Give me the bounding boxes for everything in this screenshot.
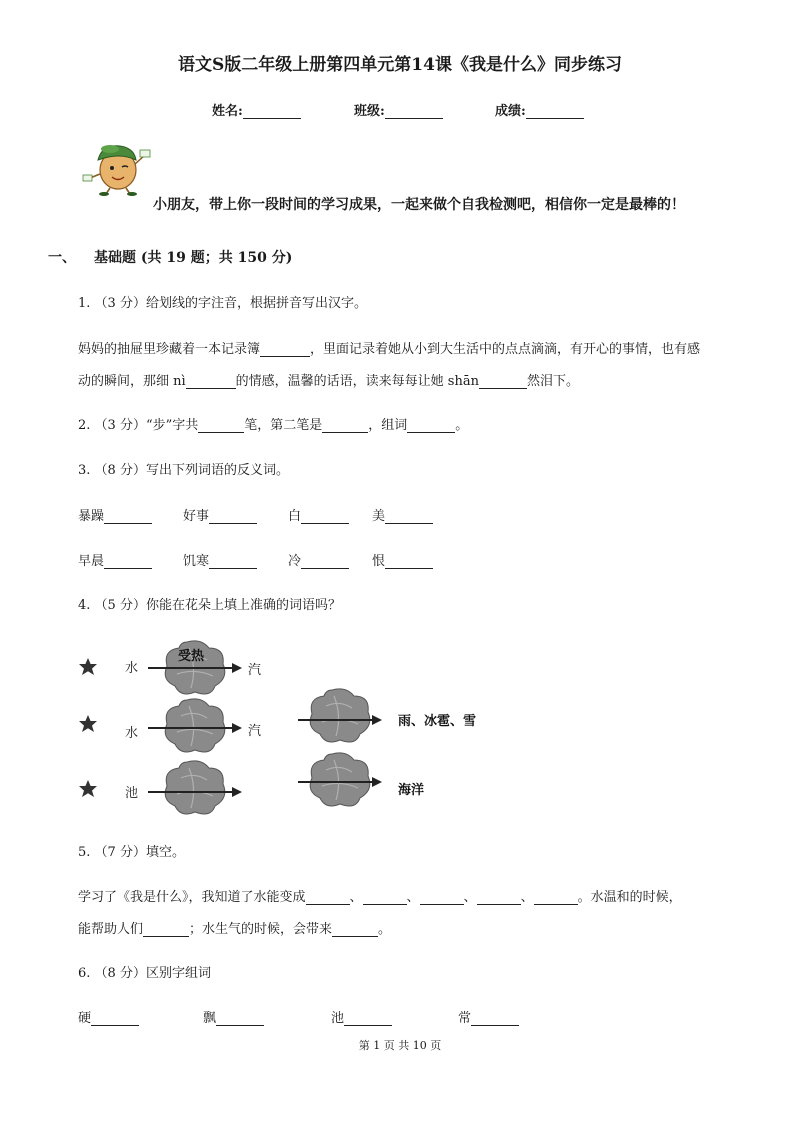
arrow-icon: [372, 715, 382, 725]
row-1-right-text: 汽: [248, 663, 262, 678]
answer-blank[interactable]: [471, 1012, 519, 1026]
answer-blank[interactable]: [260, 343, 310, 357]
answer-blank[interactable]: [477, 891, 521, 905]
answer-blank[interactable]: [301, 510, 349, 524]
name-field[interactable]: [212, 100, 301, 119]
answer-blank[interactable]: [332, 923, 378, 937]
row-3-result-text: 海洋: [398, 783, 425, 798]
question-1-line-1: 妈妈的抽屉里珍藏着一本记录簿 ，里面记录着她从小到大生活中的点点滴滴，有开心的事情，也有感: [78, 342, 701, 357]
row-2-right-text: 汽: [248, 724, 262, 739]
word-group-row: 硬 飘 池 常: [78, 1007, 519, 1026]
answer-blank[interactable]: [209, 555, 257, 569]
greeting-text: 小朋友，带上你一段时间的学习成果，一起来做个自我检测吧，相信你一定是最棒的！: [153, 197, 685, 213]
star-icon: [79, 780, 97, 797]
section-title: 基础题 (共 19 题；共 150 分): [94, 250, 293, 266]
answer-blank[interactable]: [479, 375, 527, 389]
answer-blank[interactable]: [143, 923, 189, 937]
question-5-stem: 5. （7 分）填空。: [78, 845, 185, 860]
answer-blank[interactable]: [385, 510, 433, 524]
page-footer: 第 1 页 共 10 页: [358, 1039, 442, 1052]
score-label: 成绩:: [495, 104, 526, 119]
row-2-left-text: 水: [125, 726, 139, 741]
row-1-left-text: 水: [125, 661, 139, 676]
flower-icon: [165, 699, 225, 752]
answer-blank[interactable]: [104, 510, 152, 524]
question-5-line-2: 能帮助人们 ；水生气的时候，会带来 。: [78, 922, 392, 937]
answer-blank[interactable]: [363, 891, 407, 905]
score-blank[interactable]: [526, 104, 584, 119]
row-3-left-text: 池: [125, 786, 139, 801]
answer-blank[interactable]: [91, 1012, 139, 1026]
water-cycle-figure: [70, 632, 490, 822]
answer-blank[interactable]: [198, 419, 244, 433]
arrow-icon: [232, 787, 242, 797]
answer-blank[interactable]: [344, 1012, 392, 1026]
section-number: 一、: [48, 250, 76, 266]
question-1-line-2: 动的瞬间，那细 nì 的情感，温馨的话语，读来每每让她 shān 然泪下。: [78, 374, 579, 389]
class-label: 班级:: [354, 104, 385, 119]
star-icon: [79, 658, 97, 675]
question-5-line-1: 学习了《我是什么》，我知道了水能变成 、 、 、 、 。水温和的时候，: [78, 890, 682, 905]
answer-blank[interactable]: [306, 891, 350, 905]
answer-blank[interactable]: [216, 1012, 264, 1026]
question-2: 2. （3 分）“步”字共 笔，第二笔是 ，组词 。: [78, 418, 469, 433]
answer-blank[interactable]: [385, 555, 433, 569]
answer-blank[interactable]: [186, 375, 236, 389]
flower-icon: [165, 761, 225, 814]
answer-blank[interactable]: [420, 891, 464, 905]
answer-blank[interactable]: [209, 510, 257, 524]
answer-blank[interactable]: [534, 891, 578, 905]
score-field[interactable]: [495, 100, 584, 119]
answer-blank[interactable]: [322, 419, 368, 433]
flower-icon: [310, 753, 370, 806]
name-blank[interactable]: [243, 104, 301, 119]
class-blank[interactable]: [385, 104, 443, 119]
row-2-result-text: 雨、冰雹、雪: [398, 714, 477, 729]
question-6-stem: 6. （8 分）区别字组词: [78, 966, 211, 981]
name-label: 姓名:: [212, 104, 243, 119]
star-icon: [79, 715, 97, 732]
antonym-row-2: 早晨 饥寒 冷 恨: [78, 550, 433, 569]
antonym-row-1: 暴躁 好事 白 美: [78, 505, 433, 524]
question-3-stem: 3. （8 分）写出下列词语的反义词。: [78, 463, 289, 478]
arrow-icon: [372, 777, 382, 787]
arrow-icon: [232, 723, 242, 733]
question-1-stem: 1. （3 分）给划线的字注音，根据拼音写出汉字。: [78, 296, 367, 311]
answer-blank[interactable]: [301, 555, 349, 569]
question-4-stem: 4. （5 分）你能在花朵上填上准确的词语吗？: [78, 598, 341, 613]
page-title: 语文S版二年级上册第四单元第14课《我是什么》同步练习: [178, 55, 622, 75]
arrow-icon: [232, 663, 242, 673]
answer-blank[interactable]: [104, 555, 152, 569]
section-header: [48, 247, 292, 267]
flower-icon: [310, 689, 370, 742]
answer-blank[interactable]: [407, 419, 455, 433]
mascot-icon: [80, 138, 154, 196]
class-field[interactable]: [354, 100, 443, 119]
flower-word: 受热: [178, 649, 205, 664]
